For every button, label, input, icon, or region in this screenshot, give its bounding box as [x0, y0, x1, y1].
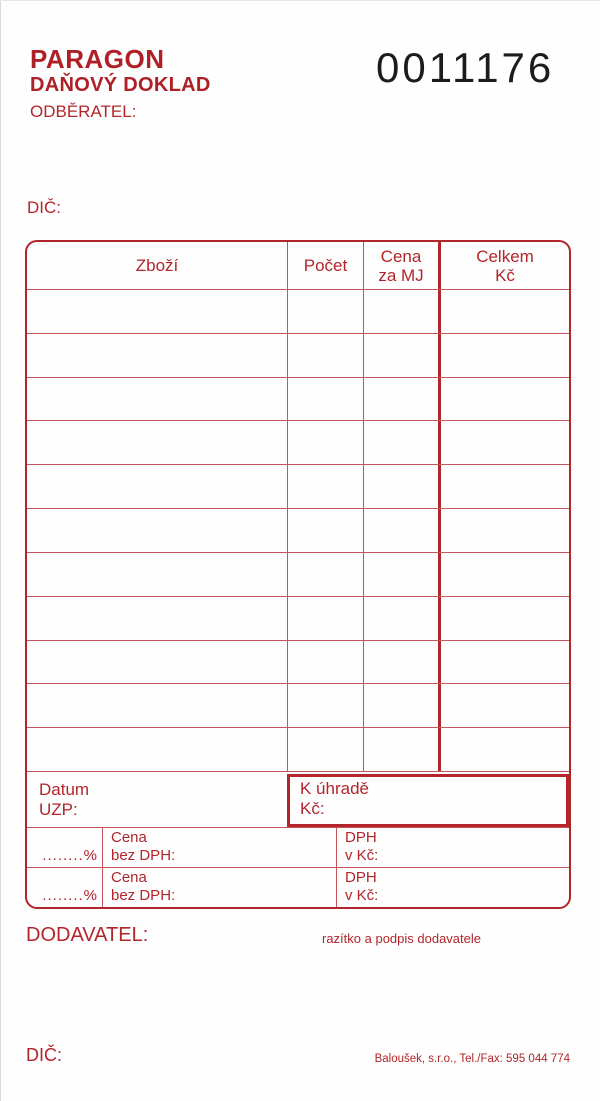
column-header-total: [441, 242, 569, 289]
empty-cell: [441, 334, 569, 377]
date-label-line: UZP:: [39, 800, 78, 819]
table-empty-row: [27, 728, 569, 772]
empty-cell: [441, 290, 569, 333]
vat-row-1: [27, 827, 569, 867]
column-header-unit-price: [364, 242, 441, 289]
amount-due-line: Kč:: [300, 799, 325, 818]
vat-percent-field: ........%: [27, 868, 103, 907]
table-empty-row: [27, 597, 569, 641]
table-empty-row: [27, 378, 569, 422]
vat-amount-label: [337, 828, 569, 867]
empty-cell: [288, 728, 364, 771]
empty-cell: [441, 378, 569, 421]
vat-base-line: Cena: [111, 869, 147, 886]
empty-cell: [288, 597, 364, 640]
scan-edge: [0, 0, 600, 1]
form-subtitle: DAŇOVÝ DOKLAD: [30, 74, 211, 96]
vat-amount-line: DPH: [345, 829, 377, 846]
column-header-text: Cena: [380, 246, 422, 266]
vat-row-2: [27, 867, 569, 907]
empty-cell: [441, 728, 569, 771]
empty-cell: [288, 509, 364, 552]
table-empty-row: [27, 334, 569, 378]
tax-id-label-bottom: DIČ:: [26, 1045, 62, 1065]
column-header-goods: [27, 242, 288, 289]
publisher-info: Baloušek, s.r.o., Tel./Fax: 595 044 774: [374, 1053, 570, 1065]
empty-cell: [288, 290, 364, 333]
tax-id-label-top: DIČ:: [27, 198, 61, 217]
table-empty-row: [27, 421, 569, 465]
vat-amount-line: DPH: [345, 869, 377, 886]
vat-base-line: bez DPH:: [111, 887, 176, 904]
price-without-vat-label: [103, 868, 337, 907]
empty-cell: [441, 684, 569, 727]
serial-number: 0011176: [376, 44, 555, 91]
supplier-label: DODAVATEL:: [26, 924, 149, 946]
vat-amount-line: v Kč:: [345, 887, 379, 904]
date-label-line: Datum: [39, 780, 90, 799]
form-title: PARAGON: [30, 44, 165, 74]
amount-due-label: [290, 777, 566, 819]
empty-cell: [27, 684, 288, 727]
vat-percent-field: ........%: [27, 828, 103, 867]
empty-cell: [364, 728, 441, 771]
table-empty-row: [27, 465, 569, 509]
empty-cell: [27, 553, 288, 596]
vat-base-line: bez DPH:: [111, 847, 176, 864]
empty-cell: [288, 421, 364, 464]
empty-cell: [364, 465, 441, 508]
empty-cell: [27, 465, 288, 508]
empty-cell: [288, 641, 364, 684]
empty-cell: [441, 465, 569, 508]
date-of-supply-label: [39, 780, 89, 820]
table-empty-row: [27, 641, 569, 685]
empty-cell: [364, 641, 441, 684]
empty-cell: [441, 509, 569, 552]
table-header-row: [27, 242, 569, 290]
empty-cell: [364, 509, 441, 552]
amount-due-line: K úhradě: [300, 779, 369, 798]
empty-cell: [441, 641, 569, 684]
empty-cell: [288, 334, 364, 377]
table-body: [27, 290, 569, 772]
amount-due-box: [287, 774, 569, 827]
empty-cell: [364, 684, 441, 727]
column-header-text: za MJ: [378, 265, 424, 285]
empty-cell: [27, 597, 288, 640]
empty-cell: [27, 728, 288, 771]
column-header-text: Počet: [303, 256, 348, 275]
column-header-text: Zboží: [135, 256, 179, 275]
vat-amount-line: v Kč:: [345, 847, 379, 864]
empty-cell: [364, 290, 441, 333]
empty-cell: [364, 378, 441, 421]
customer-label: ODBĚRATEL:: [30, 102, 137, 121]
price-without-vat-label: [103, 828, 337, 867]
empty-cell: [364, 553, 441, 596]
empty-cell: [27, 334, 288, 377]
empty-cell: [288, 465, 364, 508]
empty-cell: [27, 509, 288, 552]
vat-base-line: Cena: [111, 829, 147, 846]
empty-cell: [27, 641, 288, 684]
empty-cell: [364, 597, 441, 640]
empty-cell: [364, 421, 441, 464]
empty-cell: [441, 553, 569, 596]
items-table: [25, 240, 571, 909]
empty-cell: [27, 378, 288, 421]
empty-cell: [441, 421, 569, 464]
empty-cell: [441, 597, 569, 640]
stamp-signature-note: razítko a podpis dodavatele: [322, 931, 481, 946]
scan-edge: [0, 0, 1, 1101]
column-header-text: Kč: [495, 265, 515, 285]
table-empty-row: [27, 290, 569, 334]
empty-cell: [27, 290, 288, 333]
empty-cell: [288, 378, 364, 421]
empty-cell: [27, 421, 288, 464]
summary-row: [27, 772, 569, 827]
table-empty-row: [27, 553, 569, 597]
empty-cell: [364, 334, 441, 377]
vat-amount-label: [337, 868, 569, 907]
table-empty-row: [27, 684, 569, 728]
table-empty-row: [27, 509, 569, 553]
column-header-text: Celkem: [476, 246, 534, 266]
empty-cell: [288, 684, 364, 727]
empty-cell: [288, 553, 364, 596]
column-header-quantity: [288, 242, 364, 289]
